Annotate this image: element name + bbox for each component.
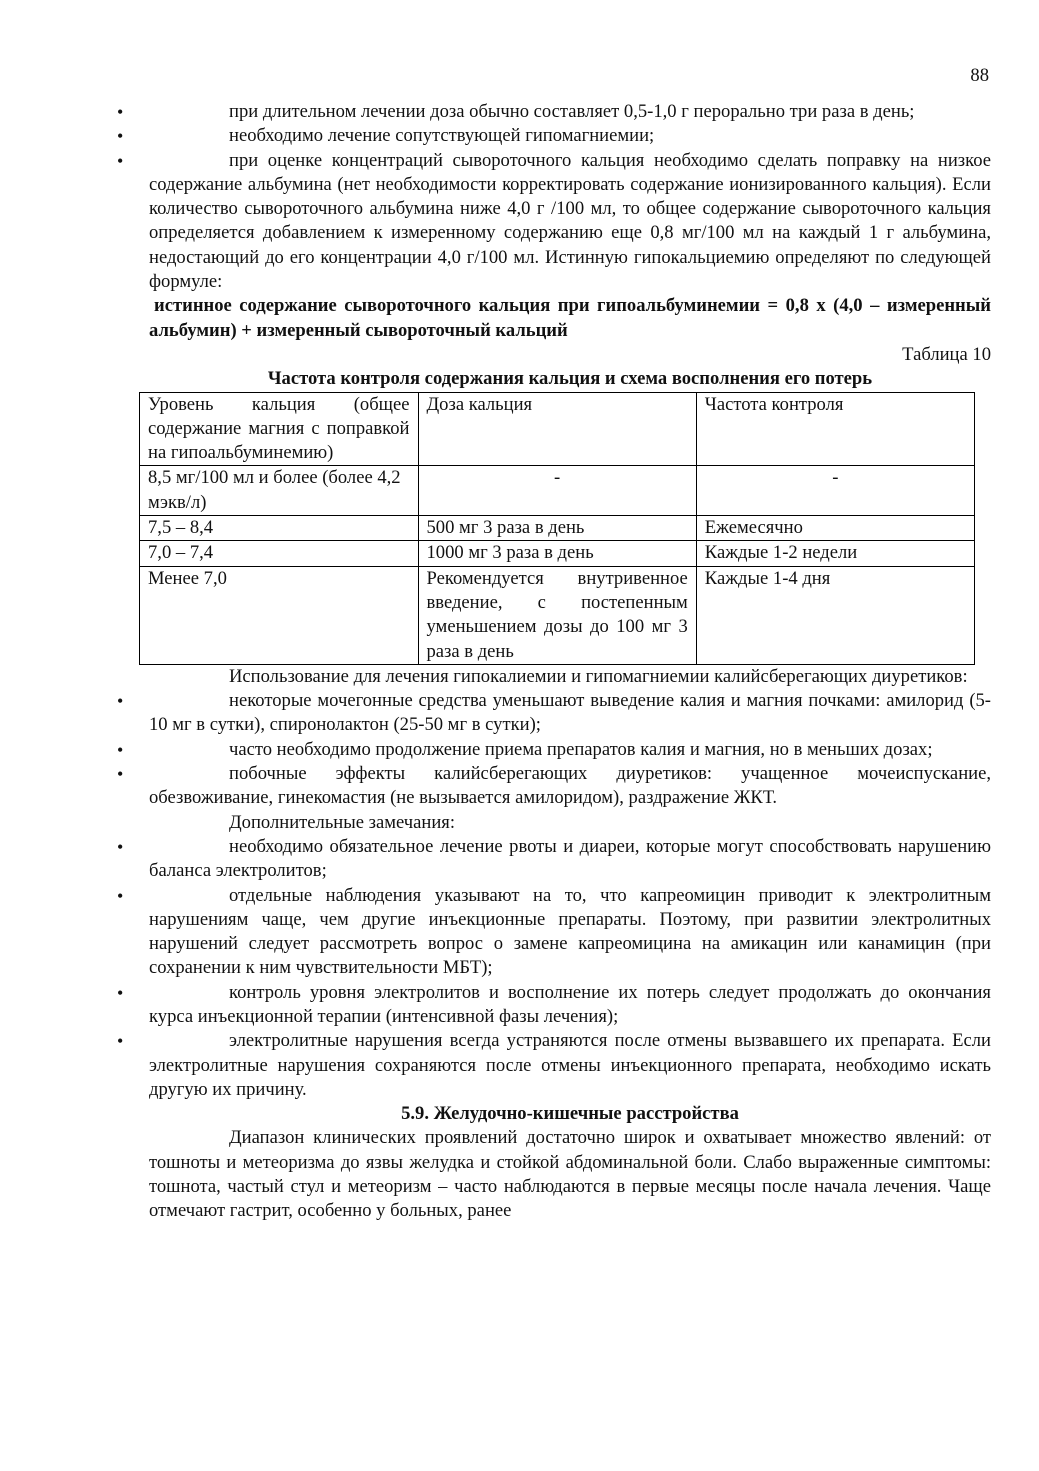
- table-cell: 8,5 мг/100 мл и более (более 4,2 мэкв/л): [140, 466, 419, 516]
- table-cell: -: [696, 466, 974, 516]
- table-cell: 7,0 – 7,4: [140, 541, 419, 566]
- table-cell: Рекомендуется внутривенное введение, с постепенным уменьшением дозы до 100 мг 3 раза в день: [418, 566, 696, 664]
- table-row: [140, 466, 975, 516]
- section-heading: 5.9. Желудочно-кишечные расстройства: [401, 1103, 739, 1125]
- table-cell: Ежемесячно: [696, 516, 974, 541]
- page-content: [149, 100, 991, 1224]
- bullet-item: • отдельные наблюдения указывают на то, что капреомицин приводит к электролитным нарушениям чаще, чем другие инъекционные препараты. Поэтому, при развитии электролитных нарушений следует рассмотреть вопрос о замене капреомицина на амикацин или канамицин (при сохранении к ним чувствительности МБТ);: [149, 884, 991, 981]
- table-row: [140, 541, 975, 566]
- table-row: [140, 516, 975, 541]
- table-header-cell: Уровень кальция (общее содержание магния с поправкой на гипоальбуминемию): [140, 392, 419, 466]
- table-cell: -: [418, 466, 696, 516]
- table-row: [140, 566, 975, 664]
- table-header-cell: Частота контроля: [696, 392, 974, 466]
- diuretics-intro: Использование для лечения гипокалиемии и гипомагниемии калийсберегающих диуретиков:: [229, 665, 968, 687]
- table-cell: 7,5 – 8,4: [140, 516, 419, 541]
- bullet-item: • при длительном лечении доза обычно составляет 0,5-1,0 г перорально три раза в день;: [149, 100, 991, 124]
- formula: истинное содержание сывороточного кальция при гипоальбуминемии = 0,8 х (4,0 – измеренный альбумин) + измеренный сывороточный кальций: [149, 295, 991, 341]
- bullet-item: • контроль уровня электролитов и восполнение их потерь следует продолжать до окончания курса инъекционной терапии (интенсивной фазы лечения);: [149, 981, 991, 1030]
- bullet-item: • электролитные нарушения всегда устраняются после отмены вызвавшего их препарата. Если электролитные нарушения сохраняются после отмены инъекционного препарата, необходимо искать другую их причину.: [149, 1029, 991, 1102]
- bullet-item: • необходимо лечение сопутствующей гипомагниемии;: [149, 124, 991, 148]
- table-cell: 1000 мг 3 раза в день: [418, 541, 696, 566]
- table-label: Таблица 10: [902, 343, 991, 365]
- bullet-item: • некоторые мочегонные средства уменьшают выведение калия и магния почками: амилорид (5-10 мг в сутки), спиронолактон (25-50 мг в сутки);: [149, 689, 991, 738]
- page-number: 88: [970, 65, 989, 86]
- calcium-table: [139, 392, 975, 665]
- notes-intro: Дополнительные замечания:: [229, 811, 456, 833]
- table-title: Частота контроля содержания кальция и схема восполнения его потерь: [267, 368, 873, 390]
- bullet-item: • побочные эффекты калийсберегающих диуретиков: учащенное мочеиспускание, обезвоживание, гинекомастия (не вызывается амилоридом), раздражение ЖКТ.: [149, 762, 991, 811]
- table-cell: Каждые 1-4 дня: [696, 566, 974, 664]
- bullet-item: • часто необходимо продолжение приема препаратов калия и магния, но в меньших дозах;: [149, 738, 991, 762]
- bullet-item: • при оценке концентраций сывороточного кальция необходимо сделать поправку на низкое содержание альбумина (нет необходимости корректировать содержание ионизированного кальция). Если количество сывороточного альбумина ниже 4,0 г /100 мл, то общее содержание сывороточного кальция определяется добавлением к измеренному содержанию еще 0,8 мг/100 мл на каждый 1 г альбумина, недостающий до его концентрации 4,0 г/100 мл. Истинную гипокальциемию определяют по следующей формуле:: [149, 149, 991, 295]
- table-cell: Каждые 1-2 недели: [696, 541, 974, 566]
- table-cell: Менее 7,0: [140, 566, 419, 664]
- table-cell: 500 мг 3 раза в день: [418, 516, 696, 541]
- table-header-cell: Доза кальция: [418, 392, 696, 466]
- table-header-row: [140, 392, 975, 466]
- section-paragraph: Диапазон клинических проявлений достаточно широк и охватывает множество явлений: от тошноты и метеоризма до язвы желудка и стойкой абдоминальной боли. Слабо выраженные симптомы: тошнота, частый стул и метеоризм – часто наблюдаются в первые месяцы после начала лечения. Чаще отмечают гастрит, особенно у больных, ранее: [149, 1127, 991, 1222]
- bullet-item: • необходимо обязательное лечение рвоты и диареи, которые могут способствовать нарушению баланса электролитов;: [149, 835, 991, 884]
